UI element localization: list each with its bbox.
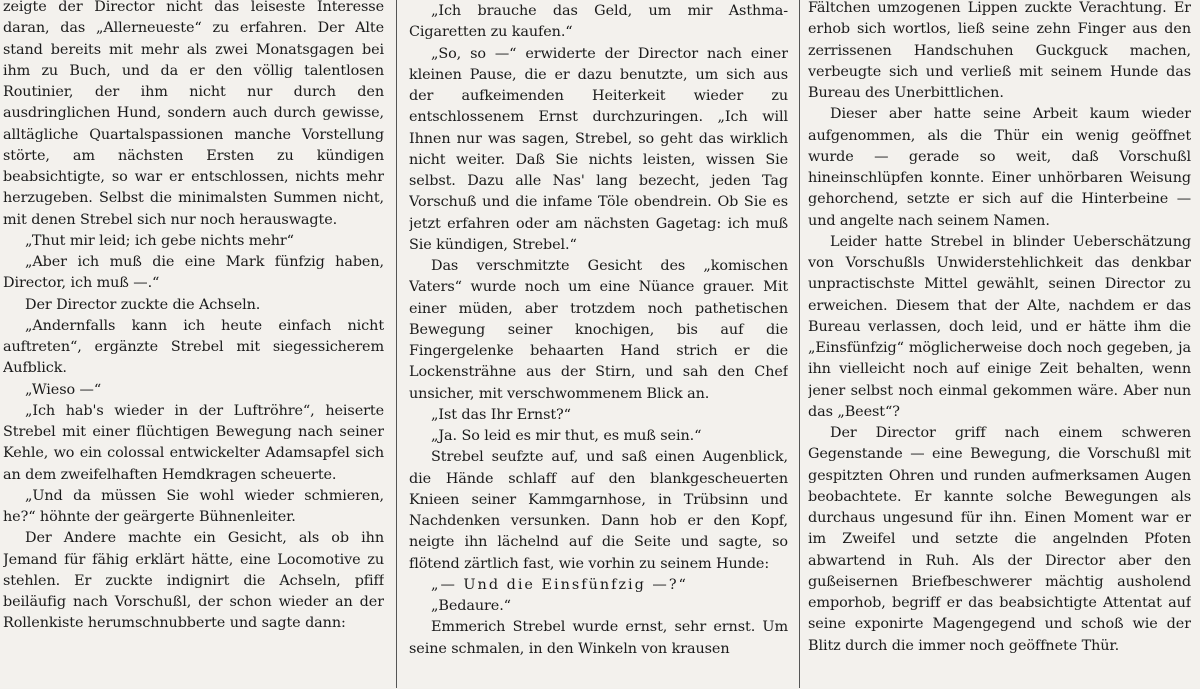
paragraph: Dieser aber hatte seine Arbeit kaum wieder aufgenommen, als die Thür ein wenig geöffnet wurde — gerade so weit, daß Vorschußl hineinschlüpfen konnte. Einer unhörbaren Weisung gehorchend, setzte er sich auf die Hinterbeine — und angelte nach seinem Namen.	[808, 106, 1191, 229]
paragraph: Leider hatte Strebel in blinder Ueberschätzung von Vorschußls Unwiderstehlichkeit das denkbar unpractischste Mittel gewählt, seinen Director zu erweichen. Diesem that der Alte, nachdem er das Bureau verlassen, doch leid, und er hätte ihm die „Einsfünfzig“ möglicherweise doch noch gegeben, ja ihn vielleicht noch auf einige Zeit behalten, wenn jener selbst noch einmal gekommen wäre. Aber nun das „Beest“?	[808, 233, 1191, 420]
paragraph: „Bedaure.“	[431, 598, 511, 614]
paragraph: zeigte der Director nicht das leiseste Interesse daran, das „Allerneueste“ zu erfahren. Der Alte stand bereits mit mehr als zwei Monatsgagen bei ihm zu Buch, und da er den völlig talentlosen Routinier, der ihm nicht nur durch den ausdringlichen Hund, sondern auch durch gewisse, alltägliche Quartalspassionen manche Vorstellung störte, am nächsten Ersten zu kündigen beabsichtigte, so war er entschlossen, nichts mehr herzugeben. Selbst die minimalsten Summen nicht, mit denen Strebel sich nur noch herauswagte.	[3, 0, 384, 228]
paragraph: Emmerich Strebel wurde ernst, sehr ernst. Um seine schmalen, in den Winkeln von krausen	[409, 619, 788, 657]
paragraph: „Ja. So leid es mir thut, es muß sein.“	[431, 428, 702, 444]
column-divider	[396, 0, 397, 688]
text-column-3	[808, 0, 1191, 686]
paragraph: Strebel seufzte auf, und saß einen Augenblick, die Hände schlaff auf den blankgescheuerten Knieen seiner Kammgarnhose, in Trübsinn und Nachdenken versunken. Dann hob er den Kopf, neigte ihn lächelnd auf die Seite und sagte, so flötend zärtlich fast, wie vorhin zu seinem Hunde:	[409, 449, 788, 572]
paragraph: „Ich brauche das Geld, um mir Asthma-Cigaretten zu kaufen.“	[409, 3, 788, 41]
paragraph: „— Und die Einsfünfzig —?“	[431, 576, 688, 593]
text-column-1	[3, 0, 384, 685]
paragraph: Das verschmitzte Gesicht des „komischen Vaters“ wurde noch um eine Nüance grauer. Mit einer müden, aber trotzdem noch pathetischen Bewegung seiner knochigen, bis auf die Fingergelenke behaarten Hand strich er die Lockensträhne aus der Stirn, und sah den Chef unsicher, mit verschwommenem Blick an.	[409, 258, 788, 402]
paragraph: „Ist das Ihr Ernst?“	[431, 406, 571, 423]
paragraph: „Aber ich muß die eine Mark fünfzig haben, Director, ich muß —.“	[3, 254, 384, 292]
paragraph: Der Director zuckte die Achseln.	[25, 296, 261, 313]
paragraph: Der Andere machte ein Gesicht, als ob ihn Jemand für fähig erklärt hätte, eine Locomotive zu stehlen. Er zuckte indignirt die Achseln, pfiff beiläufig nach Vorschußl, der schon wieder an der Rollenkiste herumschnubberte und sagte dann:	[3, 530, 384, 632]
paragraph: „So, so —“ erwiderte der Director nach einer kleinen Pause, die er dazu benutzte, um sich aus der aufkeimenden Heiterkeit wieder zu entschlossenem Ernst durchzuringen. „Ich will Ihnen nur was sagen, Strebel, so geht das wirklich nicht weiter. Daß Sie nichts leisten, wissen Sie selbst. Dazu alle Nas' lang bezecht, jeden Tag Vorschuß und die infame Töle obendrein. Ob Sie es jetzt erfahren oder am nächsten Gagetag: ich muß Sie kündigen, Strebel.“	[409, 45, 788, 253]
column-divider	[799, 0, 800, 688]
paragraph: „Wieso —“	[25, 381, 102, 398]
paragraph: „Ich hab's wieder in der Luftröhre“, heiserte Strebel mit einer flüchtigen Bewegung nach seiner Kehle, wo ein colossal entwickelter Adamsapfel sich an dem zweifelhaften Hemdkragen scheuerte.	[3, 402, 384, 483]
paragraph: Fältchen umzogenen Lippen zuckte Verachtung. Er erhob sich wortlos, ließ seine zehn Finger aus den zerrissenen Handschuhen Guckguck machen, verbeugte sich und verließ mit seinem Hunde das Bureau des Unerbittlichen.	[808, 0, 1191, 101]
paragraph: „Thut mir leid; ich gebe nichts mehr“	[25, 232, 294, 249]
paragraph: „Andernfalls kann ich heute einfach nicht auftreten“, ergänzte Strebel mit siegessicherem Aufblick.	[3, 317, 384, 377]
paragraph: Der Director griff nach einem schweren Gegenstande — eine Bewegung, die Vorschußl mit gespitzten Ohren und runden aufmerksamen Augen beobachtete. Er kannte solche Bewegungen als durchaus ungesund für ihn. Einen Moment war er im Zweifel und setzte die angelnden Pfoten abwartend in Ruh. Als der Director aber den gußeisernen Briefbeschwerer mächtig ausholend emporhob, begriff er das beabsichtigte Attentat auf seine exponirte Magengegend und schoß wie der Blitz durch die immer noch geöffnete Thür.	[808, 425, 1191, 654]
paragraph: „Und da müssen Sie wohl wieder schmieren, he?“ höhnte der geärgerte Bühnenleiter.	[3, 487, 384, 525]
text-column-2	[409, 1, 788, 689]
